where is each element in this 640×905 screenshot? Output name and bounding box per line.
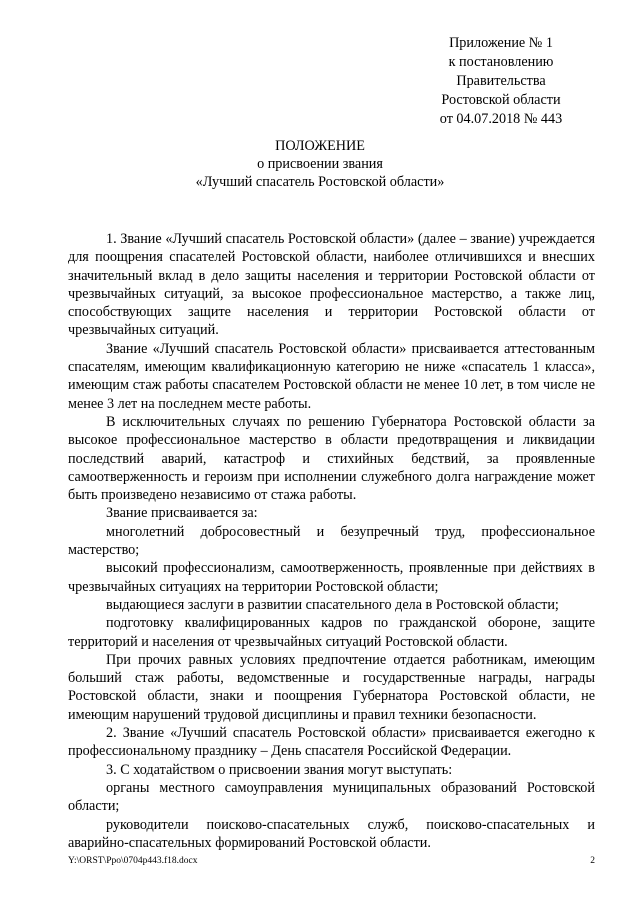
file-path: Y:\ORST\Ppo\0704p443.f18.docx	[68, 856, 198, 866]
paragraph: Звание «Лучший спасатель Ростовской области» присваивается аттестованным спасателям, имеющим квалификационную категорию не ниже «спасатель 1 класса», имеющим стаж работы спасателем Ростовской области не менее 10 лет, в том числе не менее 3 лет на последнем месте работы.	[68, 340, 595, 412]
document-body	[68, 230, 595, 852]
appendix-line: к постановлению	[448, 54, 554, 70]
paragraph: многолетний добросовестный и безупречный труд, профессиональное мастерство;	[68, 523, 595, 559]
document-title	[0, 137, 640, 191]
paragraph: 2. Звание «Лучший спасатель Ростовской области» присваивается ежегодно к профессиональному празднику – День спасателя Российской Федерации.	[68, 725, 595, 760]
appendix-line: от 04.07.2018 № 443	[439, 111, 563, 127]
appendix-line: Правительства	[456, 73, 546, 89]
paragraph: выдающиеся заслуги в развитии спасательного дела в Ростовской области;	[106, 596, 559, 613]
paragraph: органы местного самоуправления муниципальных образований Ростовской области;	[68, 779, 595, 815]
paragraph: При прочих равных условиях предпочтение отдается работникам, имеющим больший стаж работы, ведомственные и государственные награды, награды Ростовской области, знаки и поощрения Губернатора Ростовской области, не имеющим нарушений трудовой дисциплины и правил техники безопасности.	[68, 651, 595, 723]
page-number: 2	[590, 856, 595, 866]
paragraph: руководители поисково-спасательных служб, поисково-спасательных и аварийно-спасательных формирований Ростовской области.	[68, 816, 595, 851]
paragraph: 3. С ходатайством о присвоении звания могут выступать:	[106, 761, 453, 778]
paragraph: В исключительных случаях по решению Губернатора Ростовской области за высокое профессиональное мастерство в области предотвращения и ликвидации последствий аварий, катастроф и стихийных бедствий, за проявленные самоотверженность и героизм при исполнении служебного долга награждение может быть произведено независимо от стажа работы.	[68, 413, 595, 504]
paragraph: высокий профессионализм, самоотверженность, проявленные при действиях в чрезвычайных ситуациях на территории Ростовской области;	[68, 560, 595, 595]
paragraph: 1. Звание «Лучший спасатель Ростовской области» (далее – звание) учреждается для поощрения спасателей Ростовской области, наиболее отличившихся и внесших значительный вклад в дело защиты населения и территории Ростовской области от чрезвычайных ситуаций, за высокое профессиональное мастерство, а также лиц, способствующих защите населения и территории Ростовской области от чрезвычайных ситуаций.	[68, 231, 595, 339]
appendix-line: Ростовской области	[441, 92, 561, 108]
appendix-line: Приложение № 1	[449, 35, 553, 51]
paragraph: Звание присваивается за:	[106, 505, 258, 522]
paragraph: подготовку квалифицированных кадров по гражданской обороне, защите территорий и населения от чрезвычайных ситуаций Ростовской области.	[68, 615, 595, 650]
title-subtitle: «Лучший спасатель Ростовской области»	[195, 174, 445, 190]
title-subtitle: о присвоении звания	[257, 156, 383, 172]
appendix-header	[418, 34, 584, 129]
title-heading: ПОЛОЖЕНИЕ	[275, 138, 365, 154]
